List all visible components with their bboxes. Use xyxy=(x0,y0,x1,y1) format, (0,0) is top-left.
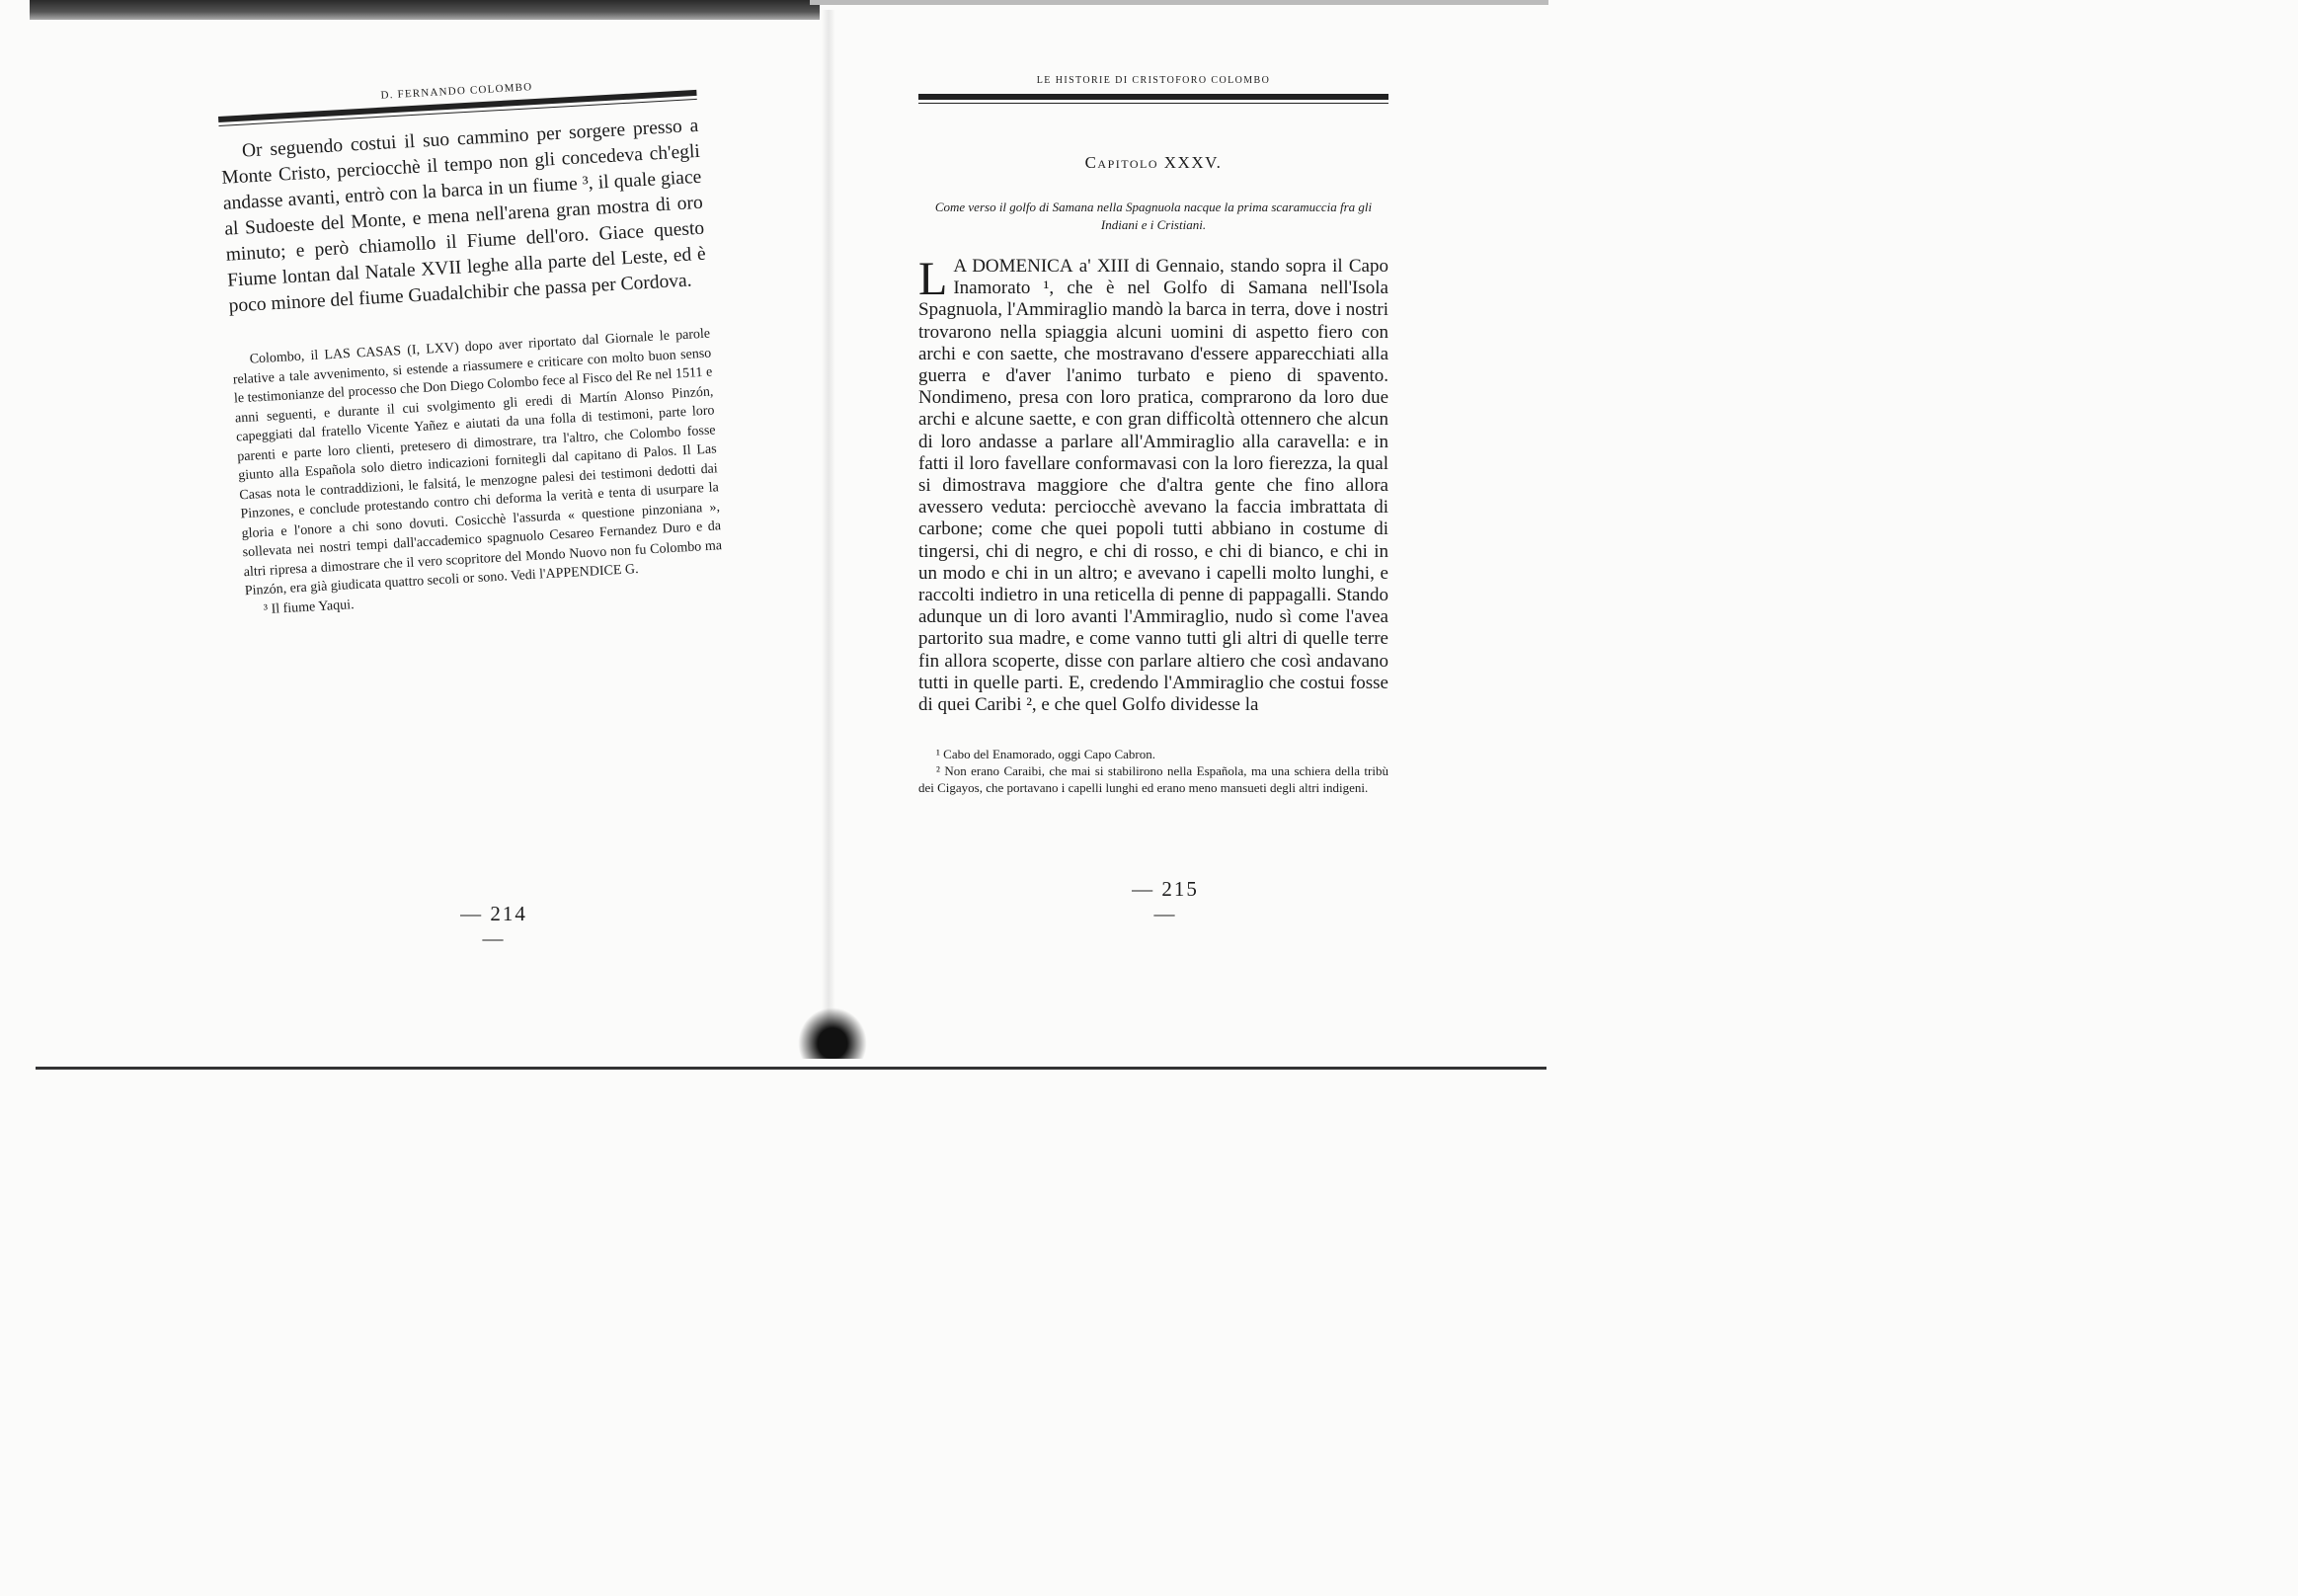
left-text-block xyxy=(217,72,725,620)
drop-cap: L xyxy=(918,253,948,305)
left-footnotes xyxy=(231,325,724,621)
left-running-head: D. FERNANDO COLOMBO xyxy=(380,81,533,102)
chapter-title: Capitolo XXXV. xyxy=(1084,153,1223,172)
left-footnote-main: Colombo, il LAS CASAS (I, LXV) dopo aver riportato dal Giornale le parole relative a tale avvenimento, si estende a riassumere e criticare con molto buon senso le testimonianze del processo che Don Diego Colombo fece al Fisco del Re nel 1511 e anni seguenti, e durante il cui svolgimento gli eredi di Martín Alonso Pinzón, capeggiati dal fratello Vicente Yañez e aiutati da una folla di testimoni, parte loro parenti e parte loro clienti, pretesero di dimostrare, tra l'altro, che Colombo fosse giunto alla Española solo dietro indicazioni fornitegli dal capitano di Palos. Il Las Casas nota le contraddizioni, le falsitá, le menzogne palesi dei testimoni dedotti dai Pinzones, e conclude protestando contro chi deforma la verità e tenta di usurpare la gloria e l'onore a chi sono dovuti. Cosicchè l'assurda « questione pinzoniana », sollevata nei nostri tempi dall'accademico spagnuolo Cesareo Fernandez Duro e da altri ripresa a dimostrare che il vero scopritore del Mondo Nuovo non fu Colombo ma Pinzón, era già giudicata quattro secoli or sono. Vedi l'APPENDICE G. xyxy=(232,326,723,599)
opening-small-caps: A DOMENICA xyxy=(953,256,1073,277)
right-running-head: LE HISTORIE DI CRISTOFORO COLOMBO xyxy=(1036,75,1271,86)
left-page-number: — 214 — xyxy=(460,902,527,950)
right-body-text: a' XIII di Gennaio, stando sopra il Capo Inamorato ¹, che è nel Golfo di Samana nell'Isola Spagnuola, l'Ammiraglio mandò la barca in terra, dove i nostri trovarono nella spiaggia alcuni uomini di aspetto fiero con archi e con saette, che mostravano d'essere apparecchiati alla guerra e d'aver l'animo turbato e pieno di spavento. Nondimeno, presa con loro pratica, comprarono da loro due archi e alcune saette, e con gran difficoltà ottennero che alcun di loro andasse a parlare all'Ammiraglio alla caravella: e in fatti il loro favellare conformavasi con la loro fierezza, la qual si dimostrava maggiore che d'altra gente che fino allora avessero veduta: perciocchè avevano la faccia imbrattata di carbone; come che quei popoli tutti abbiano in costume di tingersi, chi di negro, e chi di rosso, e chi di bianco, e chi in un modo e chi in un altro; e avevano i capelli molto lunghi, e raccolti indietro in una reticella di penne di pappagalli. Stando adunque un di loro avanti l'Ammiraglio, nudo sì come l'avea partorito sua madre, e come vanno tutti gli altri di quelle terre fin allora scoperte, disse con parlare altiero che così andavano tutti in quelle parti. E, credendo l'Ammiraglio che costui fosse di quei Caribi ², e che quel Golfo dividesse la xyxy=(918,256,1388,716)
right-head-rule-thick xyxy=(918,94,1388,100)
right-footnotes xyxy=(918,746,1388,796)
right-body xyxy=(918,253,1388,716)
chapter-summary: Come verso il golfo di Samana nella Spagnuola nacque la prima scaramuccia fra gli Indiani e i Cristiani. xyxy=(934,200,1373,232)
right-footnote-2: ² Non erano Caraibi, che mai si stabilirono nella Española, ma una schiera della tribù dei Cigayos, che portavano i capelli lunghi ed erano meno mansueti degli altri indigeni. xyxy=(918,763,1388,796)
left-body xyxy=(219,114,707,320)
right-footnote-1: ¹ Cabo del Enamorado, oggi Capo Cabron. xyxy=(936,747,1155,762)
right-page-number: — 215 — xyxy=(1132,877,1199,925)
right-head-rule-thin xyxy=(918,103,1388,104)
left-footnote-3: ³ Il fiume Yaqui. xyxy=(263,597,355,617)
left-page xyxy=(0,0,805,1076)
right-text-block xyxy=(918,75,1388,796)
left-body-paragraph: Or seguendo costui il suo cammino per sorgere presso a Monte Cristo, perciocchè il tempo non gli concedeva ch'egli andasse avanti, entrò con la barca in un fiume ³, il quale giace al Sudoeste del Monte, e mena nell'arena gran mostra di oro minuto; e però chiamollo il Fiume dell'oro. Giace questo Fiume lontan dal Natale XVII leghe alla parte del Leste, ed è poco minore del fiume Guadalchibir che passa per Cordova. xyxy=(220,115,707,317)
